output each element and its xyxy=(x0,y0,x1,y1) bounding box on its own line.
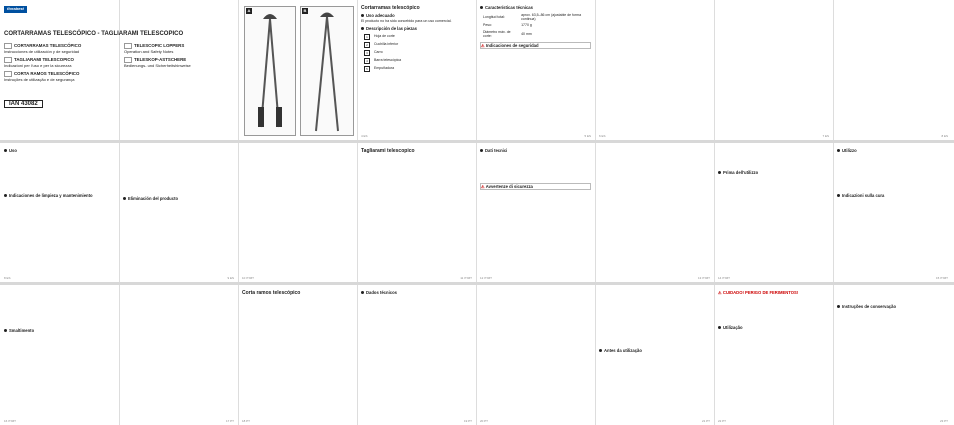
page-bot-8 xyxy=(833,285,952,425)
page-mid-3 xyxy=(238,143,357,282)
page-bot-1 xyxy=(0,285,119,425)
heading-uso: Uso xyxy=(4,148,115,153)
figure-a-page xyxy=(238,0,357,140)
specs-table: Longitud total: aprox. 63,5–86 cm (ajustable de forma continua) Peso: 1770 g Diámetro máx. de corte: 40 mm xyxy=(483,13,582,38)
page-mid-6 xyxy=(595,143,714,282)
page-bot-7 xyxy=(714,285,833,425)
heading-instr: Instruções de conservação xyxy=(837,304,948,309)
page-number: 4 ES xyxy=(361,134,368,139)
page-number: 14 IT/MT xyxy=(718,276,731,281)
page-mid-1 xyxy=(0,143,119,282)
page-es-3 xyxy=(595,0,714,140)
cover-page xyxy=(0,0,238,140)
page-bot-2 xyxy=(119,285,238,425)
lang-es: CORTARRAMAS TELESCÓPICO Instrucciones de utilización y de seguridad xyxy=(4,42,82,54)
heading-indic-pulizia: Indicazioni sulla cura xyxy=(837,193,948,198)
figure-label-a: A xyxy=(247,8,251,13)
page-mid-5 xyxy=(476,143,595,282)
page-bot-6 xyxy=(595,285,714,425)
page-number: 9 ES xyxy=(227,276,234,281)
uso-text: El producto no ha sido concebido para un uso comercial. xyxy=(361,19,452,23)
ian-number: IAN 43082 xyxy=(4,100,43,109)
section-title: Tagliarami telescopico xyxy=(361,148,415,154)
page-es-5 xyxy=(833,0,952,140)
section-title: Cortarramas telescópico xyxy=(361,5,420,11)
brand-logo: florabest xyxy=(4,6,27,13)
heading-uso-adecuado: Uso adecuado xyxy=(361,13,472,18)
page-number: 8 ES xyxy=(4,276,11,281)
page-number: 18 PT xyxy=(242,419,251,424)
heading-utilizzo: Utilizzo xyxy=(837,148,948,153)
page-es-2 xyxy=(476,0,595,140)
page-bot-3 xyxy=(238,285,357,425)
lopper-extended-illustration xyxy=(301,7,353,135)
figure-a xyxy=(244,6,296,136)
heading-cuidado: ⚠ CUIDADO! PERIGO DE FERIMENTOS! xyxy=(718,290,799,295)
page-mid-2 xyxy=(119,143,238,282)
page-number: 13 IT/MT xyxy=(697,276,710,281)
page-number: 22 PT xyxy=(718,419,727,424)
page-number: 12 IT/MT xyxy=(480,276,493,281)
page-es-4 xyxy=(714,0,833,140)
page-number: 19 PT xyxy=(463,419,472,424)
heading-indic-seguridad: ⚠ Indicaciones de seguridad xyxy=(480,42,591,49)
heading-elimin: Eliminación del producto xyxy=(123,196,234,201)
page-mid-7 xyxy=(714,143,833,282)
heading-dati: Dati tecnici xyxy=(480,148,591,153)
page-mid-4 xyxy=(357,143,476,282)
heading-caract: Características técnicas xyxy=(480,5,591,10)
page-number: 6 ES xyxy=(599,134,606,139)
page-number: 7 ES xyxy=(822,134,829,139)
heading-dados: Dados técnicos xyxy=(361,290,472,295)
heading-smalt: Smaltimento xyxy=(4,328,115,333)
page-mid-8 xyxy=(833,143,952,282)
lang-pt: CORTA RAMOS TELESCÓPICO Instruções de utilização e de segurança xyxy=(4,70,80,82)
section-title: Corta ramos telescópico xyxy=(242,290,301,296)
lopper-illustration xyxy=(245,7,295,135)
page-number: 17 PT xyxy=(225,419,234,424)
lang-it: TAGLIARAMI TELESCOPICO Indicazioni per l'uso e per la sicurezza xyxy=(4,56,74,68)
heading-prima: Prima dell'utilizzo xyxy=(718,170,829,175)
page-bot-5 xyxy=(476,285,595,425)
page-number: 10 IT/MT xyxy=(242,276,255,281)
page-number: 5 ES xyxy=(584,134,591,139)
figure-b xyxy=(300,6,354,136)
page-number: 11 IT/MT xyxy=(460,276,472,281)
lang-de: TELESKOP-ASTSCHERE Bedienungs- und Sicherheitshinweise xyxy=(124,56,191,68)
heading-antes: Antes da utilização xyxy=(599,348,710,353)
heading-avvert: ⚠ Avvertenze di sicurezza xyxy=(480,183,591,190)
lang-gb: TELESCOPIC LOPPERS Operation and Safety Notes xyxy=(124,42,185,54)
page-number: 20 PT xyxy=(480,419,489,424)
page-es-1 xyxy=(357,0,476,140)
heading-utiliz: Utilização xyxy=(718,325,829,330)
cover-title: CORTARRAMAS TELESCÓPICO - TAGLIARAMI TELESCOPICO xyxy=(4,30,184,37)
heading-pulizia: Indicaciones de limpieza y mantenimiento xyxy=(4,193,115,198)
page-number: 16 IT/MT xyxy=(4,419,17,424)
heading-desc-piezas: Descripción de las piezas xyxy=(361,26,472,31)
page-number: 8 ES xyxy=(941,134,948,139)
page-number: 15 IT/MT xyxy=(935,276,948,281)
page-number: 23 PT xyxy=(939,419,948,424)
figure-label-b: B xyxy=(303,8,307,13)
parts-table: 1 Hoja de corte 2 Cuchilla inferior 3 Carro 4 Barra telescópica 5 Empuñadura xyxy=(361,32,404,74)
page-bot-4 xyxy=(357,285,476,425)
page-number: 21 PT xyxy=(701,419,710,424)
